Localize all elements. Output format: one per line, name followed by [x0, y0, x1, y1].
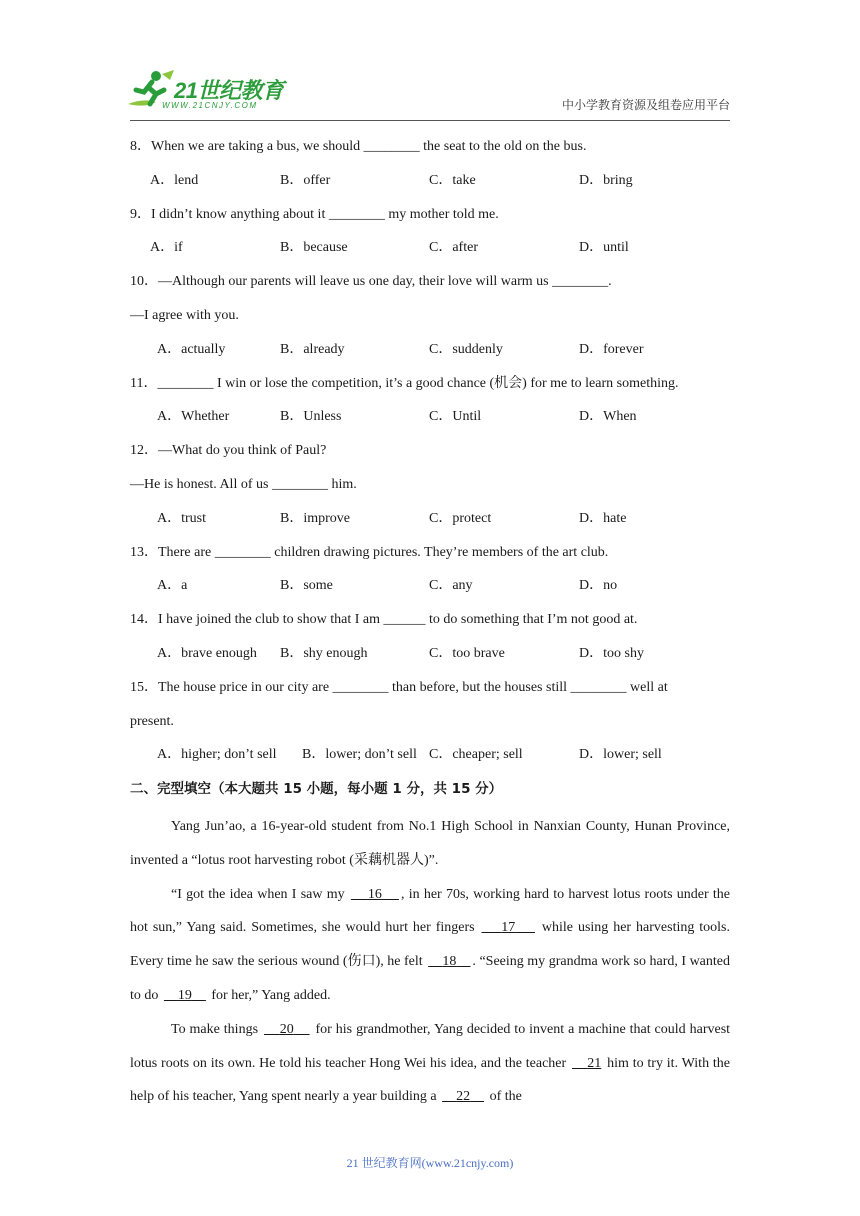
header-platform-text: 中小学教育资源及组卷应用平台 [561, 98, 730, 112]
option-a: A．Whether [157, 409, 230, 425]
option-d: D．no [579, 578, 618, 594]
blank-16 [349, 887, 401, 902]
option-b: B．already [280, 341, 345, 357]
option-d: D．until [579, 240, 629, 256]
option-d: D．lower; sell [579, 747, 662, 763]
blank-19 [162, 988, 208, 1003]
passage-text: while using her harvesting tools. Every time he saw the serious wound (伤口), he felt [130, 920, 731, 970]
passage-text: for her,” Yang added. [207, 987, 331, 1003]
option-a: A．trust [157, 510, 206, 526]
question-stem: 15．The house price in our city are ________ than before, but the houses still ________ well at [130, 679, 668, 695]
question-stem: 12．—What do you think of Paul? [130, 443, 327, 459]
option-d: D．hate [579, 510, 627, 526]
option-a: A．a [157, 578, 188, 594]
question-stem-reply: —I agree with you. [130, 307, 239, 323]
passage-paragraph-3 [130, 1013, 730, 1114]
option-c: C．protect [429, 510, 492, 526]
question-stem: 8．When we are taking a bus, we should ________ the seat to the old on the bus. [130, 139, 587, 154]
logo [122, 68, 292, 116]
question-options [130, 168, 730, 202]
option-c: C．any [429, 578, 473, 594]
blank-number: 22 [456, 1089, 471, 1105]
option-c: C．after [429, 240, 478, 256]
blank-number: 20 [279, 1021, 294, 1037]
option-c: C．Until [429, 409, 482, 425]
question-options [130, 742, 730, 776]
blank-number: 16 [367, 886, 382, 902]
option-c: C．take [429, 172, 476, 188]
option-c: C．too brave [429, 645, 505, 661]
question-stem: 9．I didn’t know anything about it ________ my mother told me. [130, 206, 499, 222]
option-b: B．Unless [280, 409, 342, 425]
option-b: B．lower; don’t sell [302, 747, 417, 763]
option-a: A．higher; don’t sell [157, 747, 277, 763]
option-c: C．suddenly [429, 341, 503, 357]
option-a: A．lend [150, 172, 199, 188]
passage-paragraph-2 [130, 878, 730, 1013]
question-options [130, 337, 730, 371]
option-b: B．because [280, 240, 348, 256]
question-stem-reply: —He is honest. All of us ________ him. [130, 476, 357, 492]
question-options [130, 573, 730, 607]
blank-20 [262, 1022, 312, 1037]
blank-number: 21 [587, 1055, 602, 1071]
option-d: D．too shy [579, 645, 644, 661]
option-b: B．offer [280, 172, 331, 188]
logo-url: WWW.21CNJY.COM [162, 101, 258, 110]
option-a: A．actually [157, 341, 226, 357]
section-title: 二、完型填空（本大题共 15 小题，每小题 1 分，共 15 分） [130, 781, 503, 798]
question-options [130, 641, 730, 675]
option-b: B．shy enough [280, 645, 368, 661]
option-b: B．improve [280, 510, 350, 526]
question-stem: 10．—Although our parents will leave us one day, their love will warm us ________. [130, 274, 612, 290]
question-options [130, 506, 730, 540]
passage-text: of the [486, 1089, 522, 1105]
question-stem: 13．There are ________ children drawing pictures. They’re members of the art club. [130, 544, 609, 560]
blank-number: 19 [177, 987, 192, 1003]
blank-18 [426, 954, 472, 969]
option-b: B．some [280, 578, 333, 594]
question-stem: 14．I have joined the club to show that I am ______ to do something that I’m not good at. [130, 612, 638, 628]
passage-text: , in her 70s, working hard to harvest lotus roots under the hot sun,” Yang said. Sometimes, she would hurt her fingers [130, 886, 731, 936]
passage-text: “I got the idea when I saw my [171, 886, 349, 902]
logo-text: 21世纪教育 [174, 78, 284, 103]
option-d: D．bring [579, 172, 633, 188]
option-d: D．When [579, 409, 637, 425]
exam-content [130, 134, 730, 1114]
option-c: C．cheaper; sell [429, 747, 523, 763]
question-options [130, 235, 730, 269]
blank-21 [570, 1056, 603, 1071]
page-header [0, 0, 860, 125]
option-a: A．brave enough [157, 645, 257, 661]
header-divider [130, 120, 730, 121]
passage-paragraph-1: Yang Jun’ao, a 16-year-old student from No.1 High School in Nanxian County, Hunan Province, invented a “lotus root harvesting robot (采藕机器人)”. [130, 818, 730, 868]
passage-text: . “Seeing my grandma work so hard, I wanted to do [130, 954, 731, 1003]
blank-number: 18 [442, 954, 457, 970]
question-stem-continued: present. [130, 713, 174, 729]
question-options [130, 404, 730, 438]
passage-text: him to try it. With the help of his teacher, Yang spent nearly a year building a [130, 1055, 730, 1105]
passage-text: To make things [171, 1021, 262, 1037]
question-stem: 11．________ I win or lose the competition, it’s a good chance (机会) for me to learn something. [130, 375, 679, 391]
passage-text: for his grandmother, Yang decided to invent a machine that could harvest lotus roots on its own. He told his teacher Hong Wei his idea, and the teacher [130, 1021, 731, 1071]
option-a: A．if [150, 240, 183, 256]
blank-number: 17 [501, 920, 516, 936]
option-d: D．forever [579, 341, 644, 357]
blank-22 [440, 1089, 486, 1104]
blank-17 [480, 920, 537, 935]
page-footer: 21 世纪教育网(www.21cnjy.com) [346, 1156, 514, 1170]
